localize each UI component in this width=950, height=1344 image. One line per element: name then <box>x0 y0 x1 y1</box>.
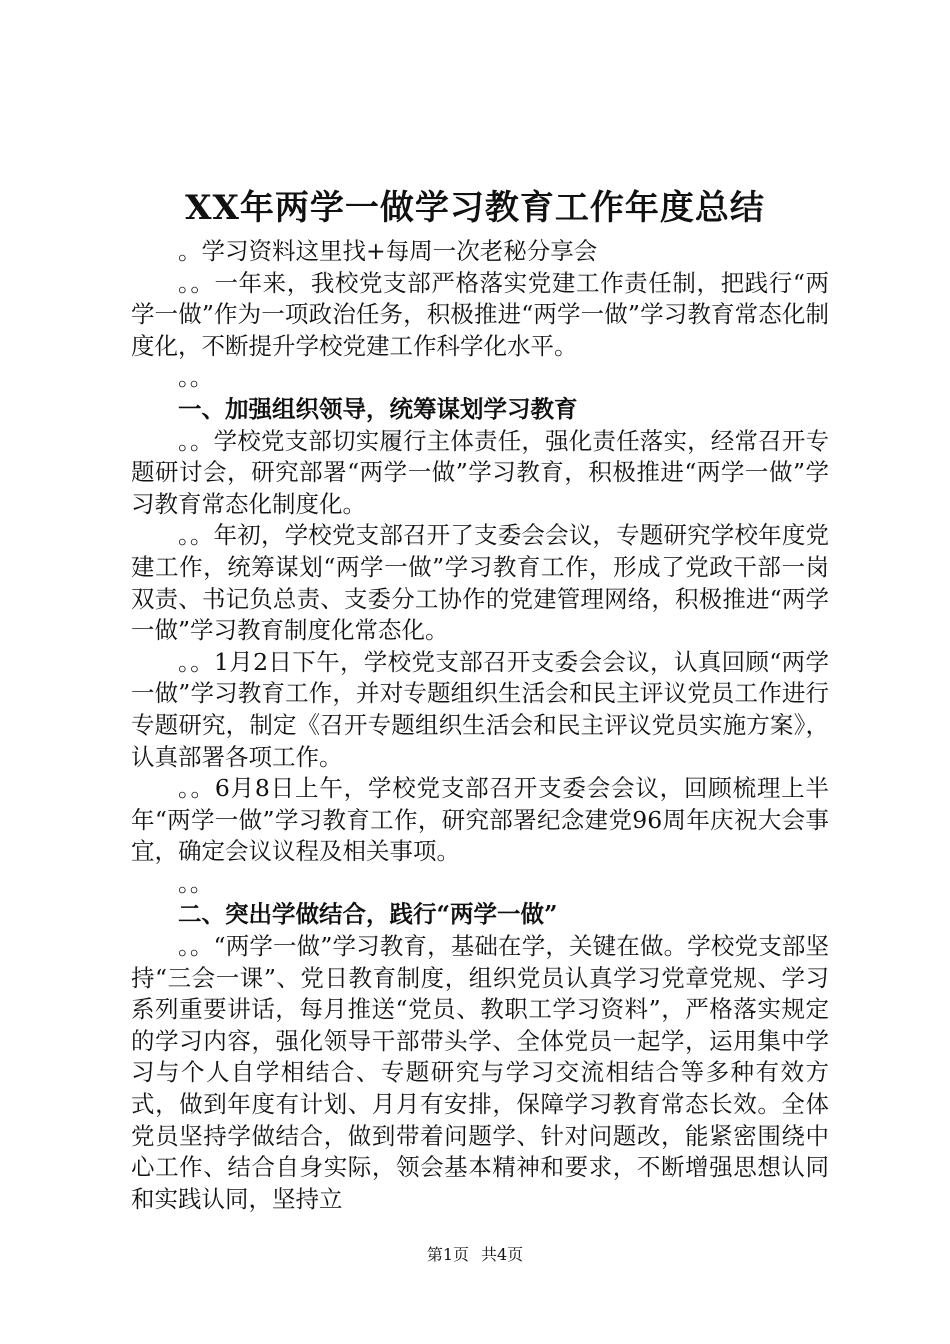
section-heading: 一、加强组织领导，统筹谋划学习教育 <box>178 394 578 423</box>
paragraph: 。。6月8日上午，学校党支部召开支委会会议，回顾梳理上半年“两学一做”学习教育工作，研究部署纪念建党96周年庆祝大会事宜，确定会议议程及相关事项。 <box>131 774 829 866</box>
page-footer <box>0 1245 950 1265</box>
paragraph: 。学习资料这里找+每周一次老秘分享会 <box>178 237 598 265</box>
paragraph: 。。 <box>178 363 214 392</box>
paragraph: 。。学校党支部切实履行主体责任，强化责任落实，经常召开专题研讨会，研究部署“两学一做”学习教育，积极推进“两学一做”学习教育常态化制度化。 <box>131 426 829 518</box>
document-body <box>131 236 829 1215</box>
paragraph: 。。年初，学校党支部召开了支委会会议，专题研究学校年度党建工作，统筹谋划“两学一做”学习教育工作，形成了党政干部一岗双责、书记负总责、支委分工协作的党建管理网络，积极推进“两学一做”学习教育制度化常态化。 <box>131 521 829 645</box>
paragraph: 。。一年来，我校党支部严格落实党建工作责任制，把践行“两学一做”作为一项政治任务，积极推进“两学一做”学习教育常态化制度化，不断提升学校党建工作科学化水平。 <box>131 268 829 360</box>
document-title: XX年两学一做学习教育工作年度总结 <box>185 188 765 228</box>
paragraph: 。。1月2日下午，学校党支部召开支委会会议，认真回顾“两学一做”学习教育工作，并对专题组织生活会和民主评议党员工作进行专题研究，制定《召开专题组织生活会和民主评议党员实施方案》，认真部署各项工作。 <box>131 647 829 771</box>
section-heading: 二、突出学做结合，践行“两学一做” <box>178 900 558 929</box>
paragraph: 。。 <box>178 868 214 897</box>
page-number: 第1页 <box>426 1245 469 1264</box>
paragraph: 。。“两学一做”学习教育，基础在学，关键在做。学校党支部坚持“三会一课”、党日教育制度，组织党员认真学习党章党规、学习系列重要讲话，每月推送“党员、教职工学习资料”，严格落实规定的学习内容，强化领导干部带头学、全体党员一起学，运用集中学习与个人自学相结合、专题研究与学习交流相结合等多种有效方式，做到年度有计划、月月有安排，保障学习教育常态长效。全体党员坚持学做结合，做到带着问题学、针对问题改，能紧密围绕中心工作、结合自身实际，领会基本精神和要求，不断增强思想认同和实践认同，坚持立 <box>131 932 829 1213</box>
page-total: 共4页 <box>481 1245 524 1264</box>
